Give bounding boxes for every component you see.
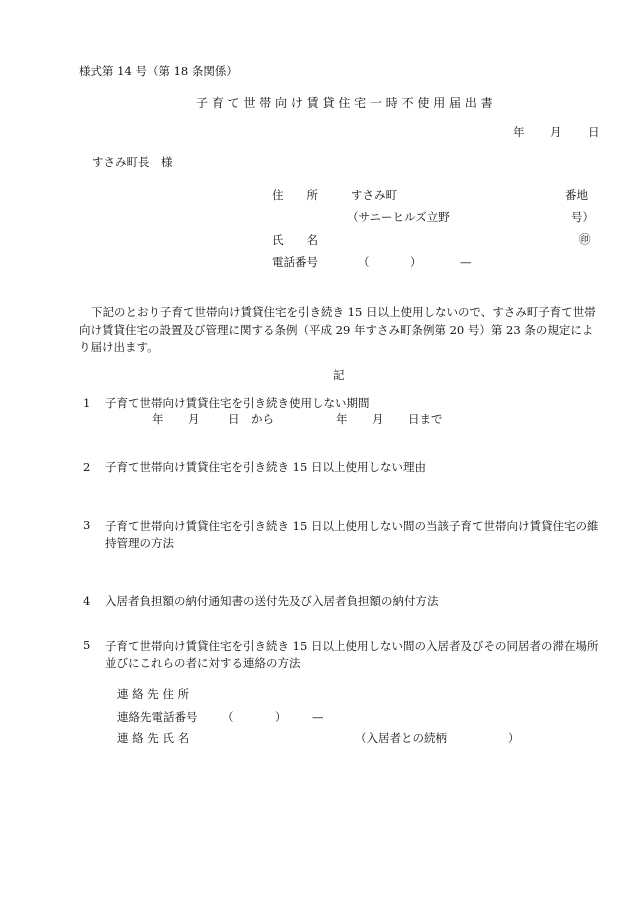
item-number: 5 [83,638,91,652]
date-day: 日 [588,125,600,139]
seal-mark: ㊞ [579,232,591,246]
address-town: すさみ町 [351,188,397,202]
item-text: 入居者負担額の納付通知書の送付先及び入居者負担額の納付方法 [105,594,439,608]
relation-close: ） [508,731,520,745]
period-year-1: 年 [152,412,164,426]
contact-phone-label: 連絡先電話番号 [117,710,198,724]
ki-heading: 記 [333,368,345,382]
item-text: 子育て世帯向け賃貸住宅を引き続き使用しない期間 [105,396,370,410]
contact-phone-close-paren: ） [275,710,287,724]
period-month-2: 月 [372,412,384,426]
item-number: 1 [83,396,91,410]
date-year: 年 [513,125,525,139]
address-building: （サニーヒルズ立野 [347,210,450,224]
period-from: から [251,412,274,426]
item-text: 子育て世帯向け賃貸住宅を引き続き 15 日以上使用しない理由 [105,460,426,474]
phone-label: 電話番号 [272,255,318,269]
contact-phone-open-paren: （ [222,710,234,724]
item-text [90,518,601,552]
item-text-content: 子育て世帯向け賃貸住宅を引き続き 15 日以上使用しない間の入居者及びその同居者の滞在場所並びにこれらの者に対する連絡の方法 [105,639,599,670]
period-until: 日まで [408,412,443,426]
address-room: 号） [571,210,594,224]
item-number: 3 [83,518,91,532]
period-year-2: 年 [336,412,348,426]
contact-address-label: 連 絡 先 住 所 [117,687,190,701]
addressee: すさみ町長 様 [92,155,173,169]
relation-open: （入居者との続柄 [355,731,447,745]
item-text-content: 子育て世帯向け賃貸住宅を引き続き 15 日以上使用しない間の当該子育て世帯向け賃貸住宅の維持管理の方法 [105,519,599,550]
intro-paragraph: 下記のとおり子育て世帯向け賃貸住宅を引き続き 15 日以上使用しないので、すさみ町子育て世帯向け賃貸住宅の設置及び管理に関する条例（平成 29 年すさみ町条例第 20 号）第 23 条の規定により届け出ます。 [79,305,596,354]
phone-close-paren: ） [410,255,422,269]
phone-open-paren: （ [358,255,370,269]
contact-name-label: 連 絡 先 氏 名 [117,731,190,745]
item-text [90,638,601,672]
period-day-1: 日 [228,412,240,426]
address-label: 住 所 [272,188,318,202]
date-month: 月 [550,125,562,139]
form-number: 様式第 14 号（第 18 条関係） [79,64,238,78]
item-number: 4 [83,594,91,608]
address-banchi: 番地 [565,188,588,202]
phone-dash: — [460,255,472,269]
name-label: 氏 名 [272,233,318,247]
contact-phone-dash: — [312,710,324,724]
page-title: 子 育 て 世 帯 向 け 賃 貸 住 宅 一 時 不 使 用 届 出 書 [196,96,493,110]
period-month-1: 月 [188,412,200,426]
item-number: 2 [83,460,91,474]
